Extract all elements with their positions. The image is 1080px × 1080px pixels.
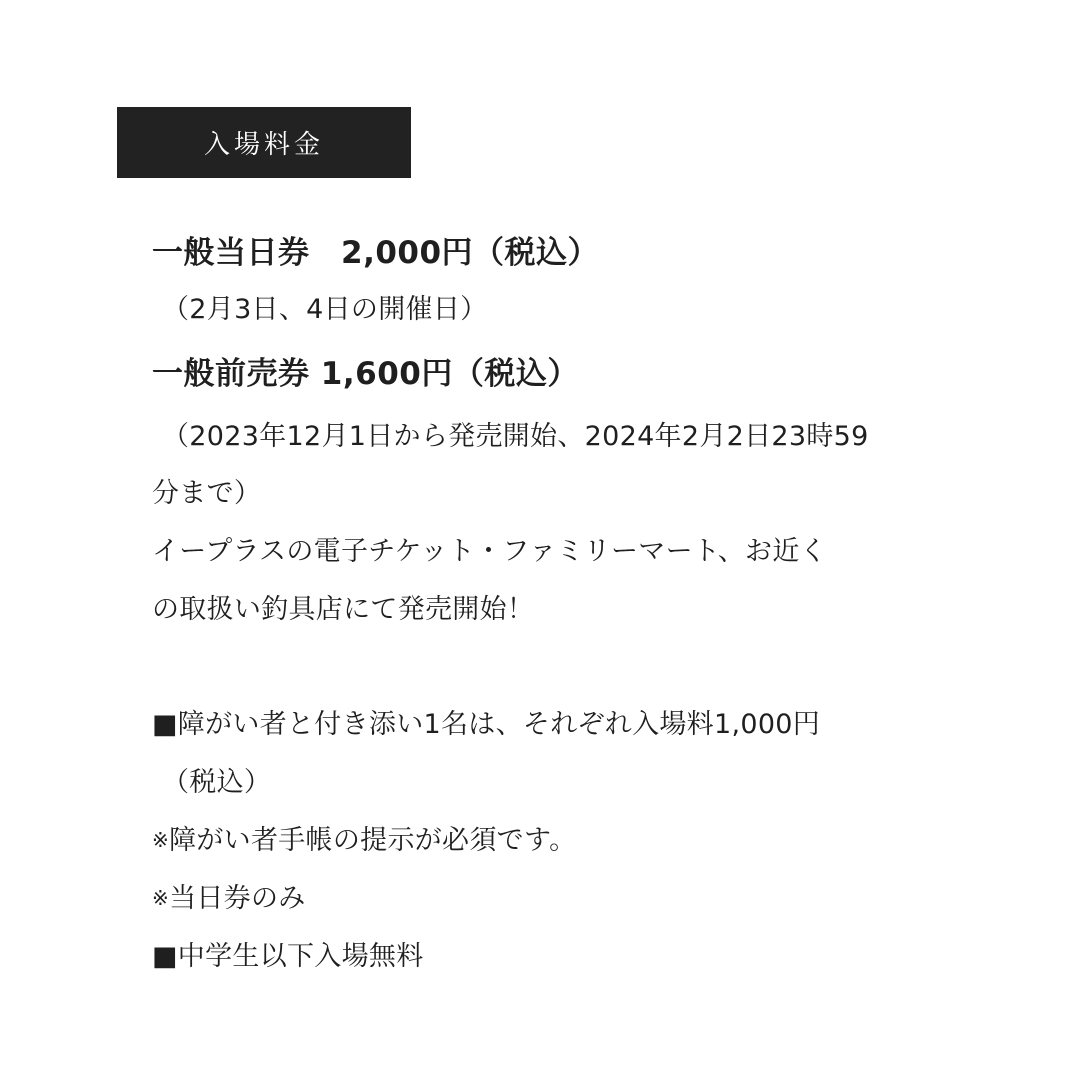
same-day-ticket-price: 一般当日券 2,000円（税込） bbox=[152, 235, 600, 271]
section-header bbox=[117, 107, 411, 178]
section-header-title: 入場料金 bbox=[203, 130, 324, 160]
same-day-only-text: 当日券のみ bbox=[169, 883, 306, 914]
advance-ticket-period-line1: （2023年12月1日から発売開始、2024年2月2日23時59 bbox=[162, 421, 869, 452]
handbook-requirement-note bbox=[152, 818, 576, 857]
sales-info-line2: の取扱い釣具店にて発売開始！ bbox=[152, 594, 535, 625]
disability-discount-line1: ■障がい者と付き添い1名は、それぞれ入場料1,000円 bbox=[152, 709, 821, 740]
reference-mark: ※ bbox=[152, 886, 170, 910]
same-day-only-note bbox=[152, 876, 306, 915]
disability-discount-line2: （税込） bbox=[162, 767, 272, 798]
advance-ticket-price: 一般前売券 1,600円（税込） bbox=[152, 356, 579, 392]
sales-info-line1: イープラスの電子チケット・ファミリーマート、お近く bbox=[152, 536, 827, 567]
junior-free-admission: ■中学生以下入場無料 bbox=[152, 941, 424, 972]
advance-ticket-period-line2: 分まで） bbox=[152, 478, 262, 509]
same-day-ticket-note: （2月3日、4日の開催日） bbox=[162, 294, 488, 325]
reference-mark: ※ bbox=[152, 828, 170, 852]
handbook-requirement-text: 障がい者手帳の提示が必須です。 bbox=[169, 825, 577, 856]
